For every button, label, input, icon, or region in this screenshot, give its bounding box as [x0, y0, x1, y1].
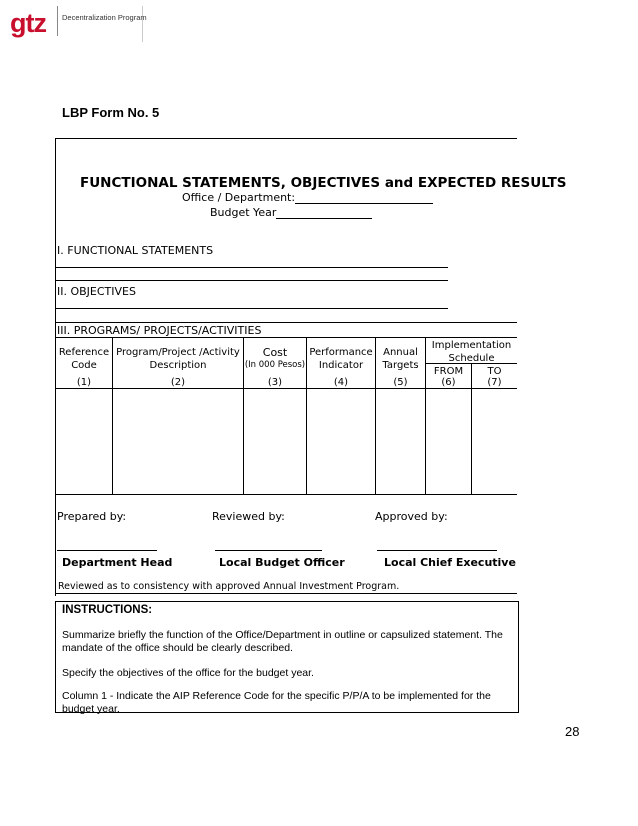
form-title: FUNCTIONAL STATEMENTS, OBJECTIVES and EXPECTED RESULTS: [80, 175, 567, 191]
header-text: Code: [71, 360, 97, 371]
frame-top: [55, 138, 517, 139]
functional-line-1: [55, 267, 448, 268]
review-note: Reviewed as to consistency with approved Annual Investment Program.: [58, 581, 400, 592]
logo-divider: [57, 6, 58, 36]
header-annual-targets: [376, 346, 425, 372]
frame-left: [55, 138, 56, 596]
office-blank[interactable]: [295, 191, 433, 204]
header-from: FROM: [433, 366, 464, 377]
header-text: Annual: [383, 347, 418, 358]
logo-divider-right: [142, 6, 143, 42]
header-text: Program/Project /Activity: [116, 347, 240, 358]
table-bottom-line: [55, 494, 517, 495]
chief-exec-name: Local Chief Executive: [384, 556, 516, 569]
header-performance-indicator: [307, 346, 375, 372]
header-text: Description: [149, 360, 207, 371]
section-programs: III. PROGRAMS/ PROJECTS/ACTIVITIES: [57, 324, 262, 337]
header-program-description: [113, 346, 243, 372]
objectives-line-1: [55, 308, 448, 309]
column-number: (2): [170, 377, 186, 388]
office-field: [182, 191, 433, 204]
instruction-paragraph: Specify the objectives of the office for the budget year.: [62, 667, 314, 679]
column-number: (1): [76, 377, 92, 388]
budget-officer-name: Local Budget Officer: [219, 556, 345, 569]
column-number: (7): [487, 377, 502, 388]
office-label: Office / Department:: [182, 191, 296, 204]
column-number: (3): [267, 377, 283, 388]
signature-line-budget-officer[interactable]: [215, 550, 322, 551]
page-number: 28: [565, 724, 580, 739]
functional-line-2: [55, 280, 448, 281]
header-implementation-schedule: [426, 339, 517, 365]
dept-head-name: Department Head: [62, 556, 173, 569]
header-text: Implementation: [431, 340, 512, 351]
header-cost: [244, 346, 306, 372]
prepared-by-label: Prepared by:: [57, 510, 127, 523]
column-number: (5): [393, 377, 408, 388]
section-objectives: II. OBJECTIVES: [57, 285, 136, 298]
gtz-logo: gtz: [10, 8, 46, 38]
budget-year-blank[interactable]: [276, 206, 372, 219]
reviewed-by-label: Reviewed by:: [212, 510, 285, 523]
objectives-line-2: [55, 322, 517, 323]
instructions-heading: INSTRUCTIONS:: [62, 604, 153, 616]
header-text: Cost: [262, 346, 288, 359]
header-text: Performance: [309, 347, 373, 358]
budget-year-field: [210, 206, 372, 219]
frame-bottom: [55, 593, 517, 594]
header-reference-code: [57, 346, 111, 372]
budget-year-label: Budget Year: [210, 206, 277, 219]
header-text: Indicator: [318, 360, 364, 371]
header-text: (In 000 Pesos): [244, 360, 306, 370]
column-number: (4): [333, 377, 349, 388]
column-number: (6): [441, 377, 456, 388]
signature-line-dept-head[interactable]: [57, 550, 157, 551]
logo-program-name: Decentralization Program: [62, 13, 147, 22]
instruction-paragraph: Summarize briefly the function of the Office/Department in outline or capsulized statement. The mandate of the office should be clearly described.: [62, 629, 503, 654]
approved-by-label: Approved by:: [375, 510, 448, 523]
header-text: Reference: [58, 347, 110, 358]
signature-line-chief-exec[interactable]: [377, 550, 497, 551]
header-to: TO: [487, 366, 502, 377]
section-functional-statements: I. FUNCTIONAL STATEMENTS: [57, 244, 214, 257]
instruction-paragraph: Column 1 - Indicate the AIP Reference Code for the specific P/P/A to be implemented for the budget year.: [62, 690, 491, 715]
header-text: Targets: [382, 360, 419, 371]
header-text: Schedule: [448, 353, 495, 364]
form-number: LBP Form No. 5: [62, 105, 160, 120]
table-top-line: [55, 337, 517, 338]
